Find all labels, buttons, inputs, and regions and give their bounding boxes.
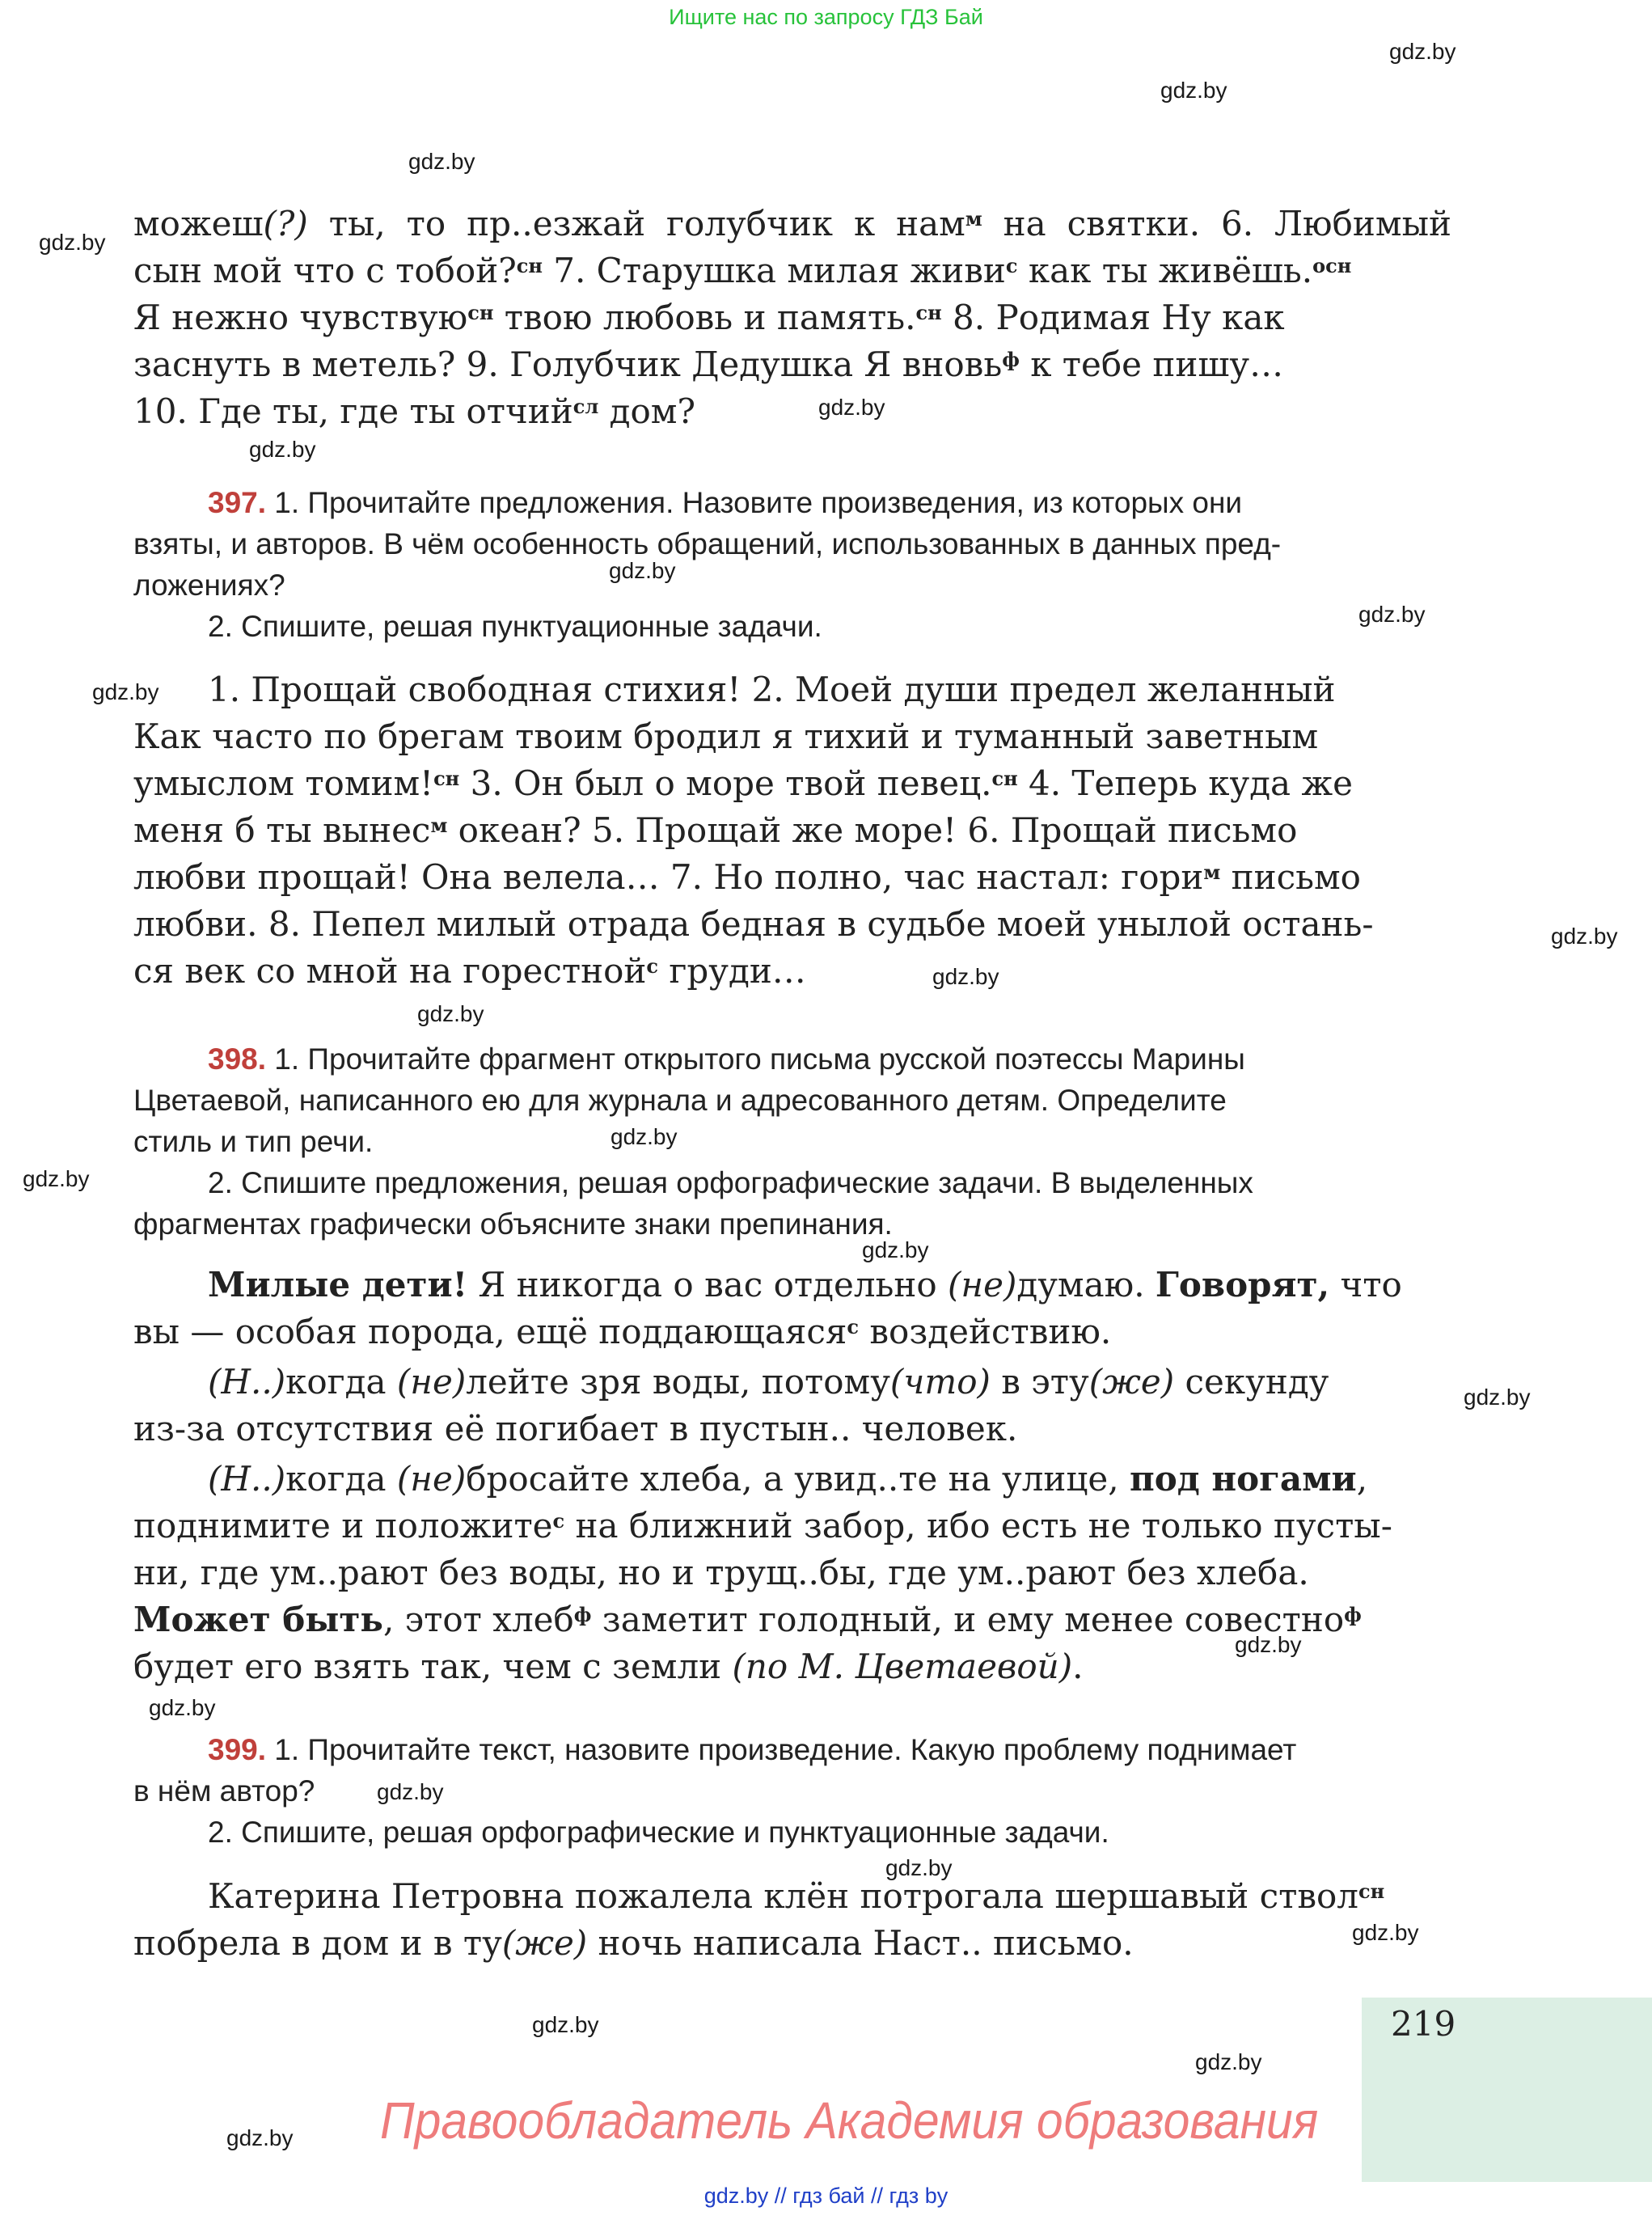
search-banner[interactable]: Ищите нас по запросу ГДЗ Бай (669, 5, 983, 29)
exercise-398: 398. 1. Прочитайте фрагмент открытого письма русской поэтессы Марины Цветаевой, написанного ею для журнала и адресованного детям. Определите стиль и тип речи. 2. Спишите предложения, решая орфографические задачи. В выделенных фрагментах графически объясните знаки препинания. (133, 1042, 1253, 1241)
page-number: 219 (1391, 2004, 1456, 2044)
watermark: gdz.by (609, 558, 676, 583)
watermark: gdz.by (1551, 924, 1618, 949)
exercise-task-2: 2. Спишите, решая пунктуационные задачи. (208, 610, 822, 643)
ex396-text-continued: можеш(?) ты, то пр..езжай голубчик к нам$^м$ на святки. 6. Любимый сын мой что с тобой?$^{сн}$ 7. Старушка милая живи$^с$ как ты живёшь.$^{осн}$ Я нежно чувствую$^{сн}$ твою любовь и память.$^{сн}$ 8. Родимая Ну как заснуть в метель? 9. Голубчик Дедушка Я вновь$^ф$ к тебе пишу… 10. Где ты, где ты отчий$^{сл}$ дом? (133, 204, 1451, 431)
exercise-399: 399. 1. Прочитайте текст, назовите произведение. Какую проблему поднимает в нём автор? 2. Спишите, решая орфографические и пунктуационные задачи. (133, 1729, 1451, 1853)
watermark: gdz.by (1160, 78, 1227, 103)
watermark: gdz.by (408, 149, 475, 174)
watermark: gdz.by (532, 2012, 599, 2037)
ex398-text: Милые дети! Я никогда о вас отдельно (не)думаю. Говорят, что вы — особая порода, ещё поддающаяся$^с$ воздействию. (Н..)когда (не)лейте зря воды, потому(что) в эту(же) секунду из-за отсутствия её погибает в пустын.. человек. (Н..)когда (не)бросайте хлеба, а увид..те на улице, под ногами, поднимите и положите$^с$ на ближний забор, ибо есть не только пусты- ни, где ум..рают без воды, но и трущ..бы, где ум..рают без хлеба. Может быть, этот хлеб$^ф$ заметит голодный, и ему менее совестно$^ф$ будет его взять так, чем с земли (по М. Цветаевой). (133, 1265, 1402, 1686)
exercise-task-2: 2. Спишите, решая орфографические и пунктуационные задачи. (208, 1816, 1109, 1849)
exercise-397: 397. 1. Прочитайте предложения. Назовите произведения, из которых они взяты, и авторов. В чём особенность обращений, использованных в данных пред- ложениях? 2. Спишите, решая пунктуационные задачи. (133, 482, 1451, 647)
exercise-number: 399. (208, 1733, 267, 1766)
watermark: gdz.by (1195, 2049, 1262, 2074)
watermark: gdz.by (249, 437, 316, 462)
watermark: gdz.by (1352, 1920, 1419, 1945)
watermark: gdz.by (1358, 602, 1426, 627)
watermark: gdz.by (611, 1124, 678, 1149)
watermark: gdz.by (377, 1779, 444, 1804)
watermark: gdz.by (818, 395, 885, 420)
rights-holder: Правообладатель Академия образования (380, 2091, 1319, 2150)
watermark: gdz.by (149, 1695, 216, 1720)
watermark: gdz.by (417, 1001, 484, 1026)
watermark: gdz.by (885, 1855, 953, 1880)
watermark: gdz.by (1464, 1385, 1531, 1410)
exercise-number: 397. (208, 486, 267, 519)
bottom-links[interactable]: gdz.by // гдз бай // гдз by (703, 2184, 949, 2208)
watermark: gdz.by (862, 1237, 929, 1262)
ex399-text: Катерина Петровна пожалела клён потрогала шершавый ствол$^{сн}$ побрела в дом и в ту(же) ночь написала Наст.. письмо. (133, 1876, 1385, 1963)
watermark: gdz.by (1235, 1632, 1302, 1657)
watermark: gdz.by (23, 1166, 90, 1191)
exercise-number: 398. (208, 1042, 267, 1076)
watermark: gdz.by (92, 679, 159, 704)
watermark: gdz.by (226, 2125, 294, 2150)
ex397-text: 1. Прощай свободная стихия! 2. Моей души предел желанный Как часто по брегам твоим бродил я тихий и туманный заветным умыслом томим!$^{сн}$ 3. Он был о море твой певец.$^{сн}$ 4. Теперь куда же меня б ты вынес$^м$ океан? 5. Прощай же море! 6. Прощай письмо любви прощай! Она велела… 7. Но полно, час настал: гори$^м$ письмо любви. 8. Пепел милый отрада бедная в судьбе моей унылой остань- ся век со мной на горестной$^с$ груди… (133, 670, 1374, 991)
watermark: gdz.by (39, 230, 106, 255)
watermark: gdz.by (932, 964, 999, 989)
watermark: gdz.by (1389, 39, 1456, 64)
